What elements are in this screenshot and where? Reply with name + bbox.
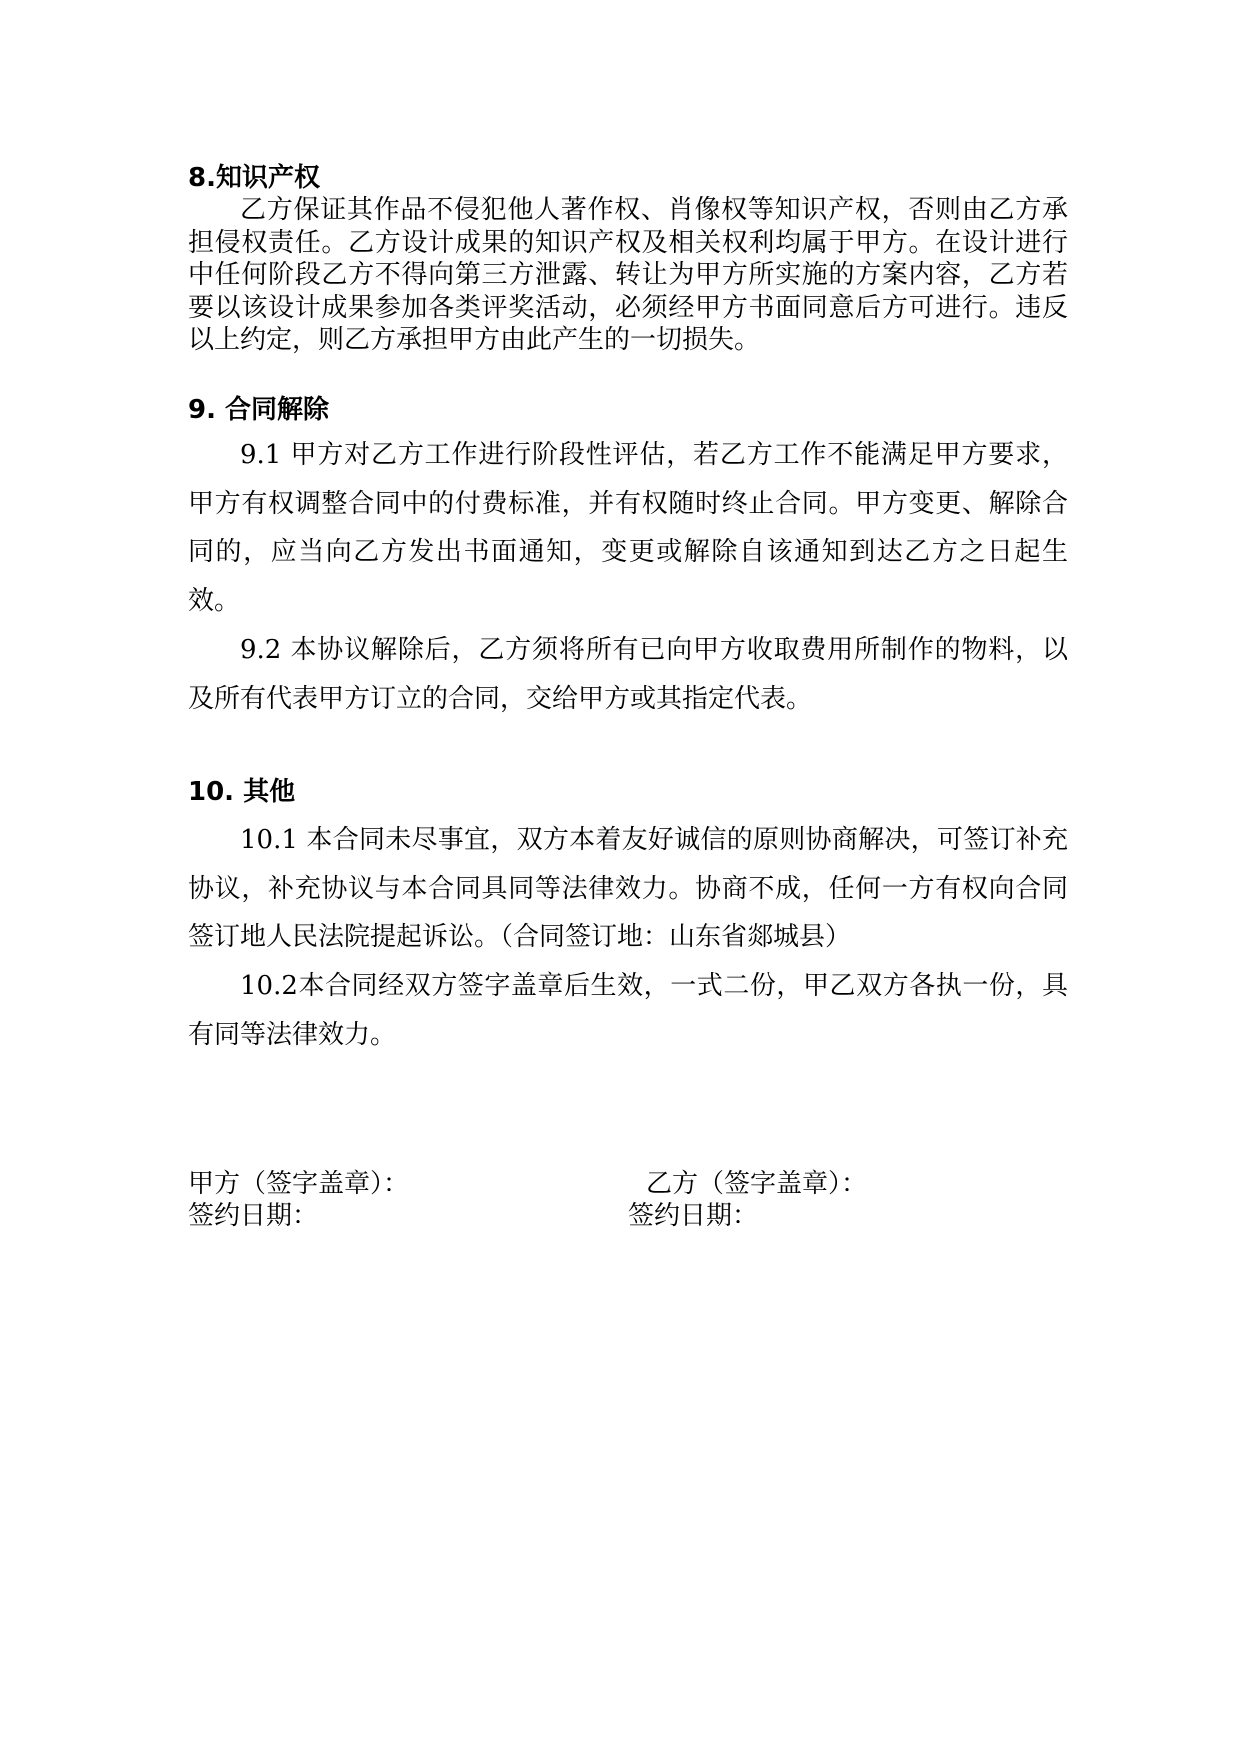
text-line: 一份，具有同等法律效力。 [188, 971, 1068, 1050]
paragraph [188, 431, 1068, 626]
section-8-heading: 8.知识产权 [188, 163, 320, 193]
text-line: 城县） [773, 922, 852, 953]
party-b-sign-date: 签约日期： [628, 1201, 759, 1231]
party-a-sign-date: 签约日期： [188, 1201, 319, 1231]
text-line: 10.2本合同经双方签字盖章后生效，一式二份，甲乙双方各执 [240, 971, 963, 1002]
text-line: 知到达乙方之日起生效。 [188, 537, 1068, 617]
section-9-body [188, 431, 1068, 723]
party-b-signature-label: 乙方（签字盖章）： [646, 1169, 868, 1199]
text-line: 方变更、解除合同的，应当向乙方发出书面通知，变更或解除自该通 [188, 488, 1068, 568]
text-line: 切损失。 [656, 325, 761, 356]
text-line: 9.1 甲方对乙方工作进行阶段性评估，若乙方工作不能满足甲 [240, 440, 962, 470]
text-line: 物料，以及所有代表甲方订立的合同，交给甲方或其指定代表。 [188, 634, 1068, 714]
paragraph [188, 194, 1068, 357]
section-10-body [188, 816, 1068, 1060]
text-line: 9.2 本协议解除后，乙方须将所有已向甲方收取费用所制作的 [240, 634, 962, 665]
paragraph [188, 816, 1068, 962]
section-9-heading: 9. 合同解除 [188, 395, 330, 425]
section-10-heading: 10. 其他 [188, 777, 296, 807]
paragraph [188, 626, 1068, 723]
text-line: 签订补充协议，补充协议与本合同具同等法律效力。协商不成，任何 [188, 825, 1068, 904]
paragraph [188, 962, 1068, 1059]
section-8-body [188, 194, 1068, 357]
text-line: 乙方保证其作品不侵犯他人著作权、肖像权等知识产权，否则由 [240, 195, 989, 225]
text-line: 方案内容，乙方若要以该设计成果参加各类评奖活动，必须经甲方 [188, 260, 1068, 323]
text-line: 方要求，甲方有权调整合同中的付费标准，并有权随时终止合同。甲 [188, 440, 1068, 519]
text-line: 乙方承担侵权责任。乙方设计成果的知识产权及相关权利均属于甲方。 [188, 195, 1068, 258]
text-line: 书面同意后方可进行。违反以上约定，则乙方承担甲方由此产生的一 [188, 292, 1068, 356]
text-line: 10.1 本合同未尽事宜，双方本着友好诚信的原则协商解决，可 [240, 825, 964, 855]
text-line: 在设计进行中任何阶段乙方不得向第三方泄露、转让为甲方所实施的 [188, 227, 1068, 291]
text-line: 一方有权向合同签订地人民法院提起诉讼。（合同签订地：山东省郯 [188, 873, 1068, 953]
party-a-signature-label: 甲方（签字盖章）： [188, 1169, 410, 1199]
